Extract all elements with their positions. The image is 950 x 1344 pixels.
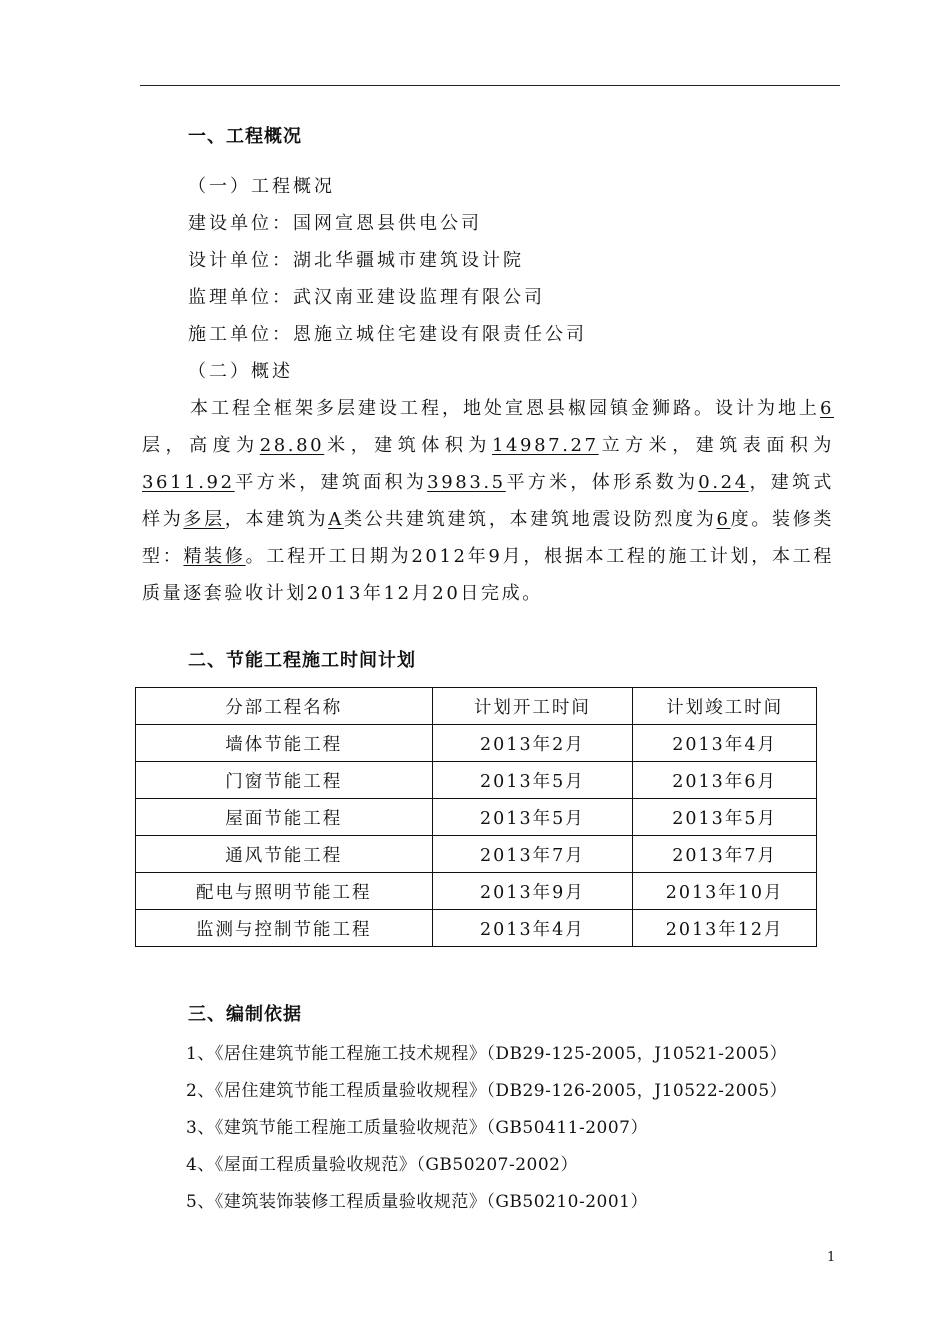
overview-text: 平方米，体形系数为: [505, 472, 699, 493]
overview-text: ，建筑式样为: [142, 472, 834, 530]
area-value: 3983.5: [427, 472, 506, 493]
floors-value: 6: [819, 398, 834, 419]
page-number: 1: [827, 1250, 836, 1265]
table-row: [136, 725, 817, 762]
overview-text: 。工程开工日期为2012年9月，根据本工程的施工计划，本工程质量逐套验收计划2013年12月20日完成。: [142, 546, 835, 604]
table-header-row: [136, 688, 817, 725]
table-cell: 2013年5月: [432, 762, 633, 799]
table-cell: 2013年5月: [633, 799, 817, 836]
design-unit: 设计单位：湖北华疆城市建筑设计院: [188, 250, 524, 271]
table-cell: 2013年2月: [432, 725, 633, 762]
table-cell: 2013年5月: [432, 799, 633, 836]
table-row: [136, 836, 817, 873]
table-cell: 监测与控制节能工程: [136, 910, 433, 947]
schedule-table: [135, 687, 817, 947]
subsection1-title: （一）工程概况: [188, 176, 335, 197]
reference-item: 2、《居住建筑节能工程质量验收规程》（DB29-126-2005，J10522-2005）: [186, 1081, 788, 1101]
overview-text: 类公共建筑建筑，本建筑地震设防烈度为: [343, 509, 717, 530]
reference-item: 5、《建筑装饰装修工程质量验收规范》（GB50210-2001）: [186, 1192, 648, 1212]
supervision-unit: 监理单位：武汉南亚建设监理有限公司: [188, 287, 545, 308]
header-cell: 计划开工时间: [432, 688, 633, 725]
table-cell: 2013年6月: [633, 762, 817, 799]
overview-text: 本工程全框架多层建设工程，地处宣恩县椒园镇金狮路。设计为地上: [190, 398, 820, 419]
table-row: [136, 762, 817, 799]
class-value: A: [328, 509, 344, 530]
table-row: [136, 873, 817, 910]
table-cell: 2013年7月: [633, 836, 817, 873]
header-cell: 分部工程名称: [136, 688, 433, 725]
section1-title: 一、工程概况: [188, 126, 302, 147]
overview-text: 度。装修类型：: [142, 509, 835, 567]
header-cell: 计划竣工时间: [633, 688, 817, 725]
section3-title: 三、编制依据: [188, 1004, 302, 1025]
overview-text: ，本建筑为: [224, 509, 329, 530]
table-cell: 2013年10月: [633, 873, 817, 910]
overview-text: 立方米，建筑表面积为: [598, 435, 835, 456]
overview-paragraph: [142, 390, 834, 612]
shape-coef-value: 0.24: [698, 472, 749, 493]
table-cell: 2013年4月: [432, 910, 633, 947]
subsection2-title: （二）概述: [188, 361, 293, 382]
table-cell: 屋面节能工程: [136, 799, 433, 836]
header-rule: [140, 85, 840, 86]
table-row: [136, 910, 817, 947]
table-cell: 2013年12月: [633, 910, 817, 947]
reference-item: 4、《屋面工程质量验收规范》（GB50207-2002）: [186, 1155, 578, 1175]
section2-title: 二、节能工程施工时间计划: [188, 650, 416, 671]
reference-item: 3、《建筑节能工程施工质量验收规范》（GB50411-2007）: [186, 1118, 648, 1138]
table-cell: 门窗节能工程: [136, 762, 433, 799]
table-row: [136, 799, 817, 836]
overview-text: 米，建筑体积为: [324, 435, 492, 456]
table-cell: 墙体节能工程: [136, 725, 433, 762]
table-cell: 2013年4月: [633, 725, 817, 762]
decoration-value: 精装修: [183, 546, 246, 567]
table-cell: 配电与照明节能工程: [136, 873, 433, 910]
volume-value: 14987.27: [491, 435, 599, 456]
overview-text: 平方米，建筑面积为: [234, 472, 428, 493]
height-value: 28.80: [259, 435, 325, 456]
surface-value: 3611.92: [142, 472, 235, 493]
intensity-value: 6: [716, 509, 731, 530]
construction-unit: 建设单位：国网宣恩县供电公司: [188, 213, 482, 234]
overview-text: 层，高度为: [142, 435, 260, 456]
builder-unit: 施工单位：恩施立城住宅建设有限责任公司: [188, 324, 587, 345]
table-cell: 2013年9月: [432, 873, 633, 910]
table-cell: 2013年7月: [432, 836, 633, 873]
reference-item: 1、《居住建筑节能工程施工技术规程》（DB29-125-2005，J10521-2005）: [186, 1044, 788, 1064]
style-value: 多层: [183, 509, 225, 530]
table-cell: 通风节能工程: [136, 836, 433, 873]
